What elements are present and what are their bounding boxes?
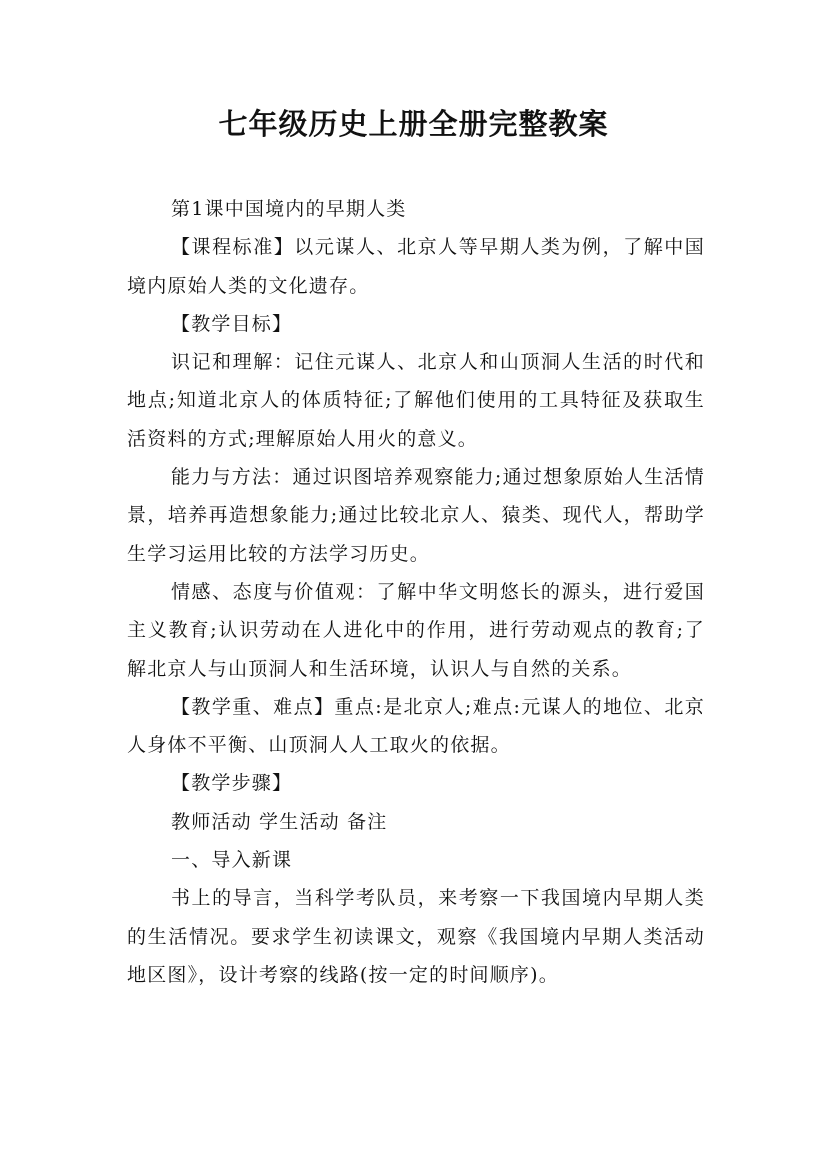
lesson-heading: 第1课中国境内的早期人类 bbox=[171, 198, 407, 220]
document-body bbox=[127, 190, 705, 994]
knowledge-goal-paragraph: 识记和理解：记住元谋人、北京人和山顶洞人生活的时代和地点;知道北京人的体质特征;了解他们使用的工具特征及获取生活资料的方式;理解原始人用火的意义。 bbox=[127, 351, 705, 450]
key-points-paragraph: 【教学重、难点】重点:是北京人;难点:元谋人的地位、北京人身体不平衡、山顶洞人人工取火的依据。 bbox=[127, 695, 705, 757]
teaching-goals-heading: 【教学目标】 bbox=[171, 312, 293, 335]
course-standard-paragraph: 【课程标准】以元谋人、北京人等早期人类为例，了解中国境内原始人类的文化遗存。 bbox=[127, 236, 705, 297]
document-title: 七年级历史上册全册完整教案 bbox=[218, 107, 609, 141]
teaching-steps-heading: 【教学步骤】 bbox=[171, 772, 293, 795]
intro-paragraph: 书上的导言，当科学考队员，来考察一下我国境内早期人类的生活情况。要求学生初读课文，观察《我国境内早期人类活动地区图》，设计考察的线路(按一定的时间顺序)。 bbox=[127, 887, 705, 986]
ability-goal-paragraph: 能力与方法：通过识图培养观察能力;通过想象原始人生活情景，培养再造想象能力;通过比较北京人、猿类、现代人，帮助学生学习运用比较的方法学习历史。 bbox=[127, 466, 705, 565]
section-intro-heading: 一、导入新课 bbox=[171, 849, 293, 872]
activity-columns-line: 教师活动 学生活动 备注 bbox=[171, 810, 388, 833]
emotion-goal-paragraph: 情感、态度与价值观：了解中华文明悠长的源头，进行爱国主义教育;认识劳动在人进化中的作用，进行劳动观点的教育;了解北京人与山顶洞人和生活环境，认识人与自然的关系。 bbox=[127, 580, 705, 680]
